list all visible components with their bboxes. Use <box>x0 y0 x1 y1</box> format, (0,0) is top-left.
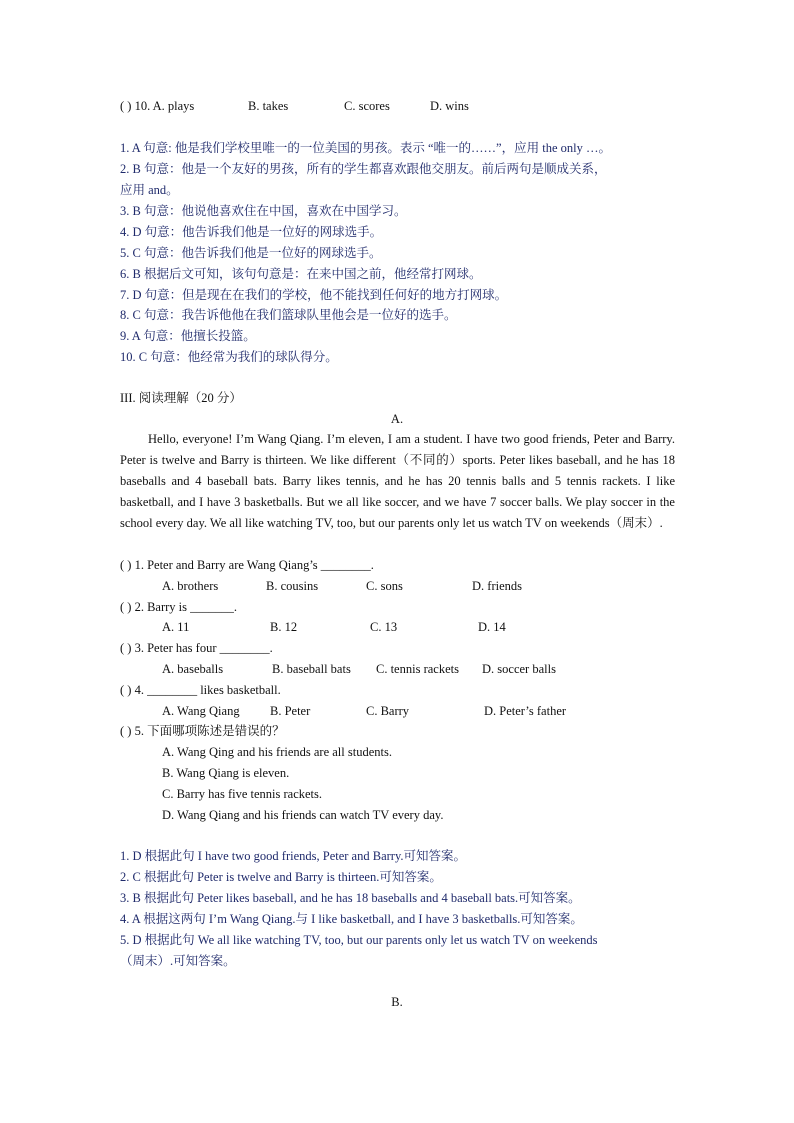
option-a: A. Wang Qing and his friends are all students. <box>162 745 392 759</box>
option-a: A. brothers <box>162 579 219 593</box>
question-10 <box>0 98 794 114</box>
answer-line: 9. A 句意：他擅长投篮。 <box>120 329 256 343</box>
question-2 <box>0 599 794 615</box>
question-4 <box>0 682 794 698</box>
passage-b-label: B. <box>391 995 403 1009</box>
question-3 <box>0 640 794 656</box>
option-d: D. Wang Qiang and his friends can watch TV every day. <box>162 808 444 822</box>
question-1 <box>0 557 794 573</box>
passage-a-label: A. <box>390 412 404 426</box>
answer-line: 应用 and。 <box>120 183 179 197</box>
answer-line: （周末）.可知答案。 <box>120 954 236 968</box>
answer-line: 3. B 根据此句 Peter likes baseball, and he has 18 baseballs and 4 baseball bats.可知答案。 <box>120 891 581 905</box>
option-b: B. takes <box>248 99 289 113</box>
answer-line: 1. D 根据此句 I have two good friends, Peter and Barry.可知答案。 <box>120 849 467 863</box>
option-b: B. Peter <box>270 704 311 718</box>
answer-line: 7. D 句意：但是现在在我们的学校，他不能找到任何好的地方打网球。 <box>120 288 508 302</box>
option-c: C. tennis rackets <box>376 662 459 676</box>
option-d: D. Peter’s father <box>484 704 567 718</box>
answer-line: 4. D 句意：他告诉我们他是一位好的网球选手。 <box>120 225 383 239</box>
question-3-options <box>0 661 794 677</box>
option-b: B. 12 <box>270 620 298 634</box>
option-c: C. 13 <box>370 620 398 634</box>
answer-line: 8. C 句意：我告诉他他在我们篮球队里他会是一位好的选手。 <box>120 308 457 322</box>
question-stem: ( ) 4. ________ likes basketball. <box>120 683 281 697</box>
option-b: B. baseball bats <box>272 662 351 676</box>
option-c: C. Barry has five tennis rackets. <box>162 787 323 801</box>
section-title: III. 阅读理解（20 分） <box>120 391 242 405</box>
question-stem: ( ) 5. 下面哪项陈述是错误的？ <box>120 724 285 738</box>
answer-line: 5. C 句意：他告诉我们他是一位好的网球选手。 <box>120 246 382 260</box>
question-stem: ( ) 3. Peter has four ________. <box>120 641 273 655</box>
question-stem: ( ) 2. Barry is _______. <box>120 600 237 614</box>
answer-line: 3. B 句意：他说他喜欢住在中国，喜欢在中国学习。 <box>120 204 407 218</box>
option-d: D. soccer balls <box>482 662 556 676</box>
option-c: C. scores <box>344 99 390 113</box>
question-stem: ( ) 1. Peter and Barry are Wang Qiang’s ________. <box>120 558 374 572</box>
passage-a-text: Hello, everyone! I’m Wang Qiang. I’m eleven, I am a student. I have two good friends, Peter and Barry. Peter is twelve and Barry is thirteen. We like different（不同的）sports. Peter likes baseball, and he has 18 baseballs and 4 baseball bats. Barry likes tennis, and he has 20 tennis balls and 5 tennis rackets. I like basketball, and I have 3 basketballs. But we all like soccer, and we have 7 soccer balls. We play soccer in the school every day. We all like watching TV, too, but our parents only let us watch TV on weekends（周末）. <box>120 432 675 530</box>
answer-line: 6. B 根据后文可知，该句句意是：在来中国之前，他经常打网球。 <box>120 267 482 281</box>
option-d: D. 14 <box>478 620 506 634</box>
answer-line: 1. A 句意: 他是我们学校里唯一的一位美国的男孩。表示 “唯一的……”，应用 the only …。 <box>120 141 611 155</box>
question-2-options <box>0 619 794 635</box>
option-b: B. Wang Qiang is eleven. <box>162 766 290 780</box>
answer-line: 5. D 根据此句 We all like watching TV, too, but our parents only let us watch TV on weekends <box>120 933 598 947</box>
option-b: B. cousins <box>266 579 319 593</box>
option-a: A. baseballs <box>162 662 224 676</box>
question-4-options <box>0 703 794 719</box>
answer-line: 4. A 根据这两句 I’m Wang Qiang.与 I like basketball, and I have 3 basketballs.可知答案。 <box>120 912 583 926</box>
option-d: D. friends <box>472 579 522 593</box>
option-d: D. wins <box>430 99 469 113</box>
option-c: C. sons <box>366 579 403 593</box>
answer-line: 2. B 句意：他是一个友好的男孩，所有的学生都喜欢跟他交朋友。前后两句是顺成关系， <box>120 162 607 176</box>
option-c: C. Barry <box>366 704 410 718</box>
question-10-stem: ( ) 10. A. plays <box>120 99 195 113</box>
question-5 <box>0 723 794 739</box>
answer-line: 10. C 句意：他经常为我们的球队得分。 <box>120 350 338 364</box>
option-a: A. 11 <box>162 620 190 634</box>
question-1-options <box>0 578 794 594</box>
passage-a <box>120 429 675 534</box>
answer-line: 2. C 根据此句 Peter is twelve and Barry is thirteen.可知答案。 <box>120 870 442 884</box>
option-a: A. Wang Qiang <box>162 704 240 718</box>
